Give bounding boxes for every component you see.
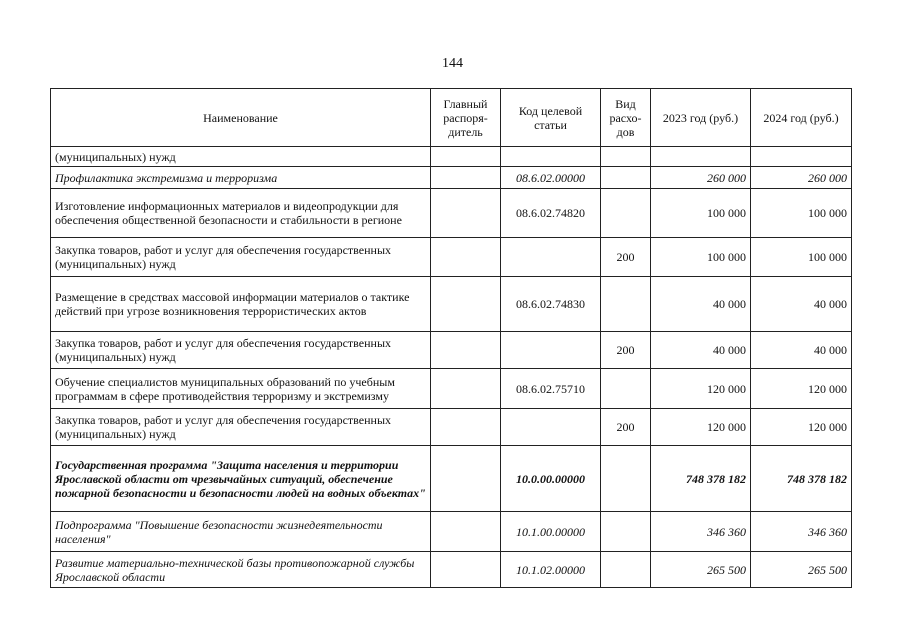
cell-admin	[431, 238, 501, 277]
cell-name: Обучение специалистов муниципальных образований по учебным программам в сфере противодействия терроризму и экстремизму	[51, 369, 431, 409]
cell-code	[501, 238, 601, 277]
cell-2023: 100 000	[651, 189, 751, 238]
header-2023: 2023 год (руб.)	[651, 89, 751, 147]
cell-2023: 40 000	[651, 277, 751, 332]
cell-2023: 260 000	[651, 167, 751, 189]
header-name: Наименование	[51, 89, 431, 147]
cell-2024: 40 000	[751, 332, 852, 369]
cell-code	[501, 332, 601, 369]
cell-admin	[431, 552, 501, 588]
table-row	[51, 446, 852, 512]
cell-name: Закупка товаров, работ и услуг для обеспечения государственных (муниципальных) нужд	[51, 238, 431, 277]
cell-admin	[431, 446, 501, 512]
cell-type	[601, 512, 651, 552]
cell-2024: 100 000	[751, 238, 852, 277]
cell-2024: 346 360	[751, 512, 852, 552]
table-row	[51, 189, 852, 238]
cell-admin	[431, 409, 501, 446]
header-2024: 2024 год (руб.)	[751, 89, 852, 147]
cell-code	[501, 409, 601, 446]
cell-2024: 265 500	[751, 552, 852, 588]
header-type: Вид расхо-дов	[601, 89, 651, 147]
cell-2023: 748 378 182	[651, 446, 751, 512]
cell-type	[601, 369, 651, 409]
cell-admin	[431, 332, 501, 369]
cell-admin	[431, 512, 501, 552]
budget-table	[50, 88, 852, 588]
cell-type	[601, 147, 651, 167]
cell-code: 10.0.00.00000	[501, 446, 601, 512]
cell-admin	[431, 369, 501, 409]
cell-name: Развитие материально-технической базы противопожарной службы Ярославской области	[51, 552, 431, 588]
cell-2024: 40 000	[751, 277, 852, 332]
cell-code: 08.6.02.74820	[501, 189, 601, 238]
cell-type: 200	[601, 332, 651, 369]
cell-name: (муниципальных) нужд	[51, 147, 431, 167]
cell-code: 10.1.02.00000	[501, 552, 601, 588]
cell-type	[601, 167, 651, 189]
cell-name: Закупка товаров, работ и услуг для обеспечения государственных (муниципальных) нужд	[51, 409, 431, 446]
cell-name: Подпрограмма "Повышение безопасности жизнедеятельности населения"	[51, 512, 431, 552]
cell-type	[601, 552, 651, 588]
cell-type	[601, 446, 651, 512]
cell-admin	[431, 167, 501, 189]
cell-2023	[651, 147, 751, 167]
cell-2023: 100 000	[651, 238, 751, 277]
cell-name: Государственная программа "Защита населения и территории Ярославской области от чрезвычайных ситуаций, обеспечение пожарной безопасности и безопасности людей на водных объектах"	[51, 446, 431, 512]
cell-admin	[431, 277, 501, 332]
cell-code	[501, 147, 601, 167]
cell-2024: 260 000	[751, 167, 852, 189]
table-row	[51, 147, 852, 167]
cell-2024	[751, 147, 852, 167]
table-row	[51, 369, 852, 409]
cell-admin	[431, 147, 501, 167]
table-row	[51, 512, 852, 552]
cell-2024: 120 000	[751, 369, 852, 409]
cell-code: 10.1.00.00000	[501, 512, 601, 552]
table-row	[51, 238, 852, 277]
cell-name: Изготовление информационных материалов и видеопродукции для обеспечения общественной безопасности и стабильности в регионе	[51, 189, 431, 238]
cell-2023: 346 360	[651, 512, 751, 552]
cell-2024: 120 000	[751, 409, 852, 446]
cell-2023: 120 000	[651, 369, 751, 409]
cell-admin	[431, 189, 501, 238]
cell-type: 200	[601, 238, 651, 277]
cell-code: 08.6.02.74830	[501, 277, 601, 332]
cell-type: 200	[601, 409, 651, 446]
table-row	[51, 552, 852, 588]
cell-code: 08.6.02.75710	[501, 369, 601, 409]
table-row	[51, 167, 852, 189]
cell-name: Размещение в средствах массовой информации материалов о тактике действий при угрозе возникновения террористических актов	[51, 277, 431, 332]
table-row	[51, 409, 852, 446]
cell-2024: 748 378 182	[751, 446, 852, 512]
table-header-row	[51, 89, 852, 147]
cell-type	[601, 277, 651, 332]
header-code: Код целевой статьи	[501, 89, 601, 147]
header-admin: Главный распоря-дитель	[431, 89, 501, 147]
cell-name: Закупка товаров, работ и услуг для обеспечения государственных (муниципальных) нужд	[51, 332, 431, 369]
cell-code: 08.6.02.00000	[501, 167, 601, 189]
cell-2024: 100 000	[751, 189, 852, 238]
cell-type	[601, 189, 651, 238]
table-row	[51, 332, 852, 369]
cell-2023: 120 000	[651, 409, 751, 446]
table-row	[51, 277, 852, 332]
page-number: 144	[442, 56, 463, 71]
cell-2023: 40 000	[651, 332, 751, 369]
cell-2023: 265 500	[651, 552, 751, 588]
cell-name: Профилактика экстремизма и терроризма	[51, 167, 431, 189]
